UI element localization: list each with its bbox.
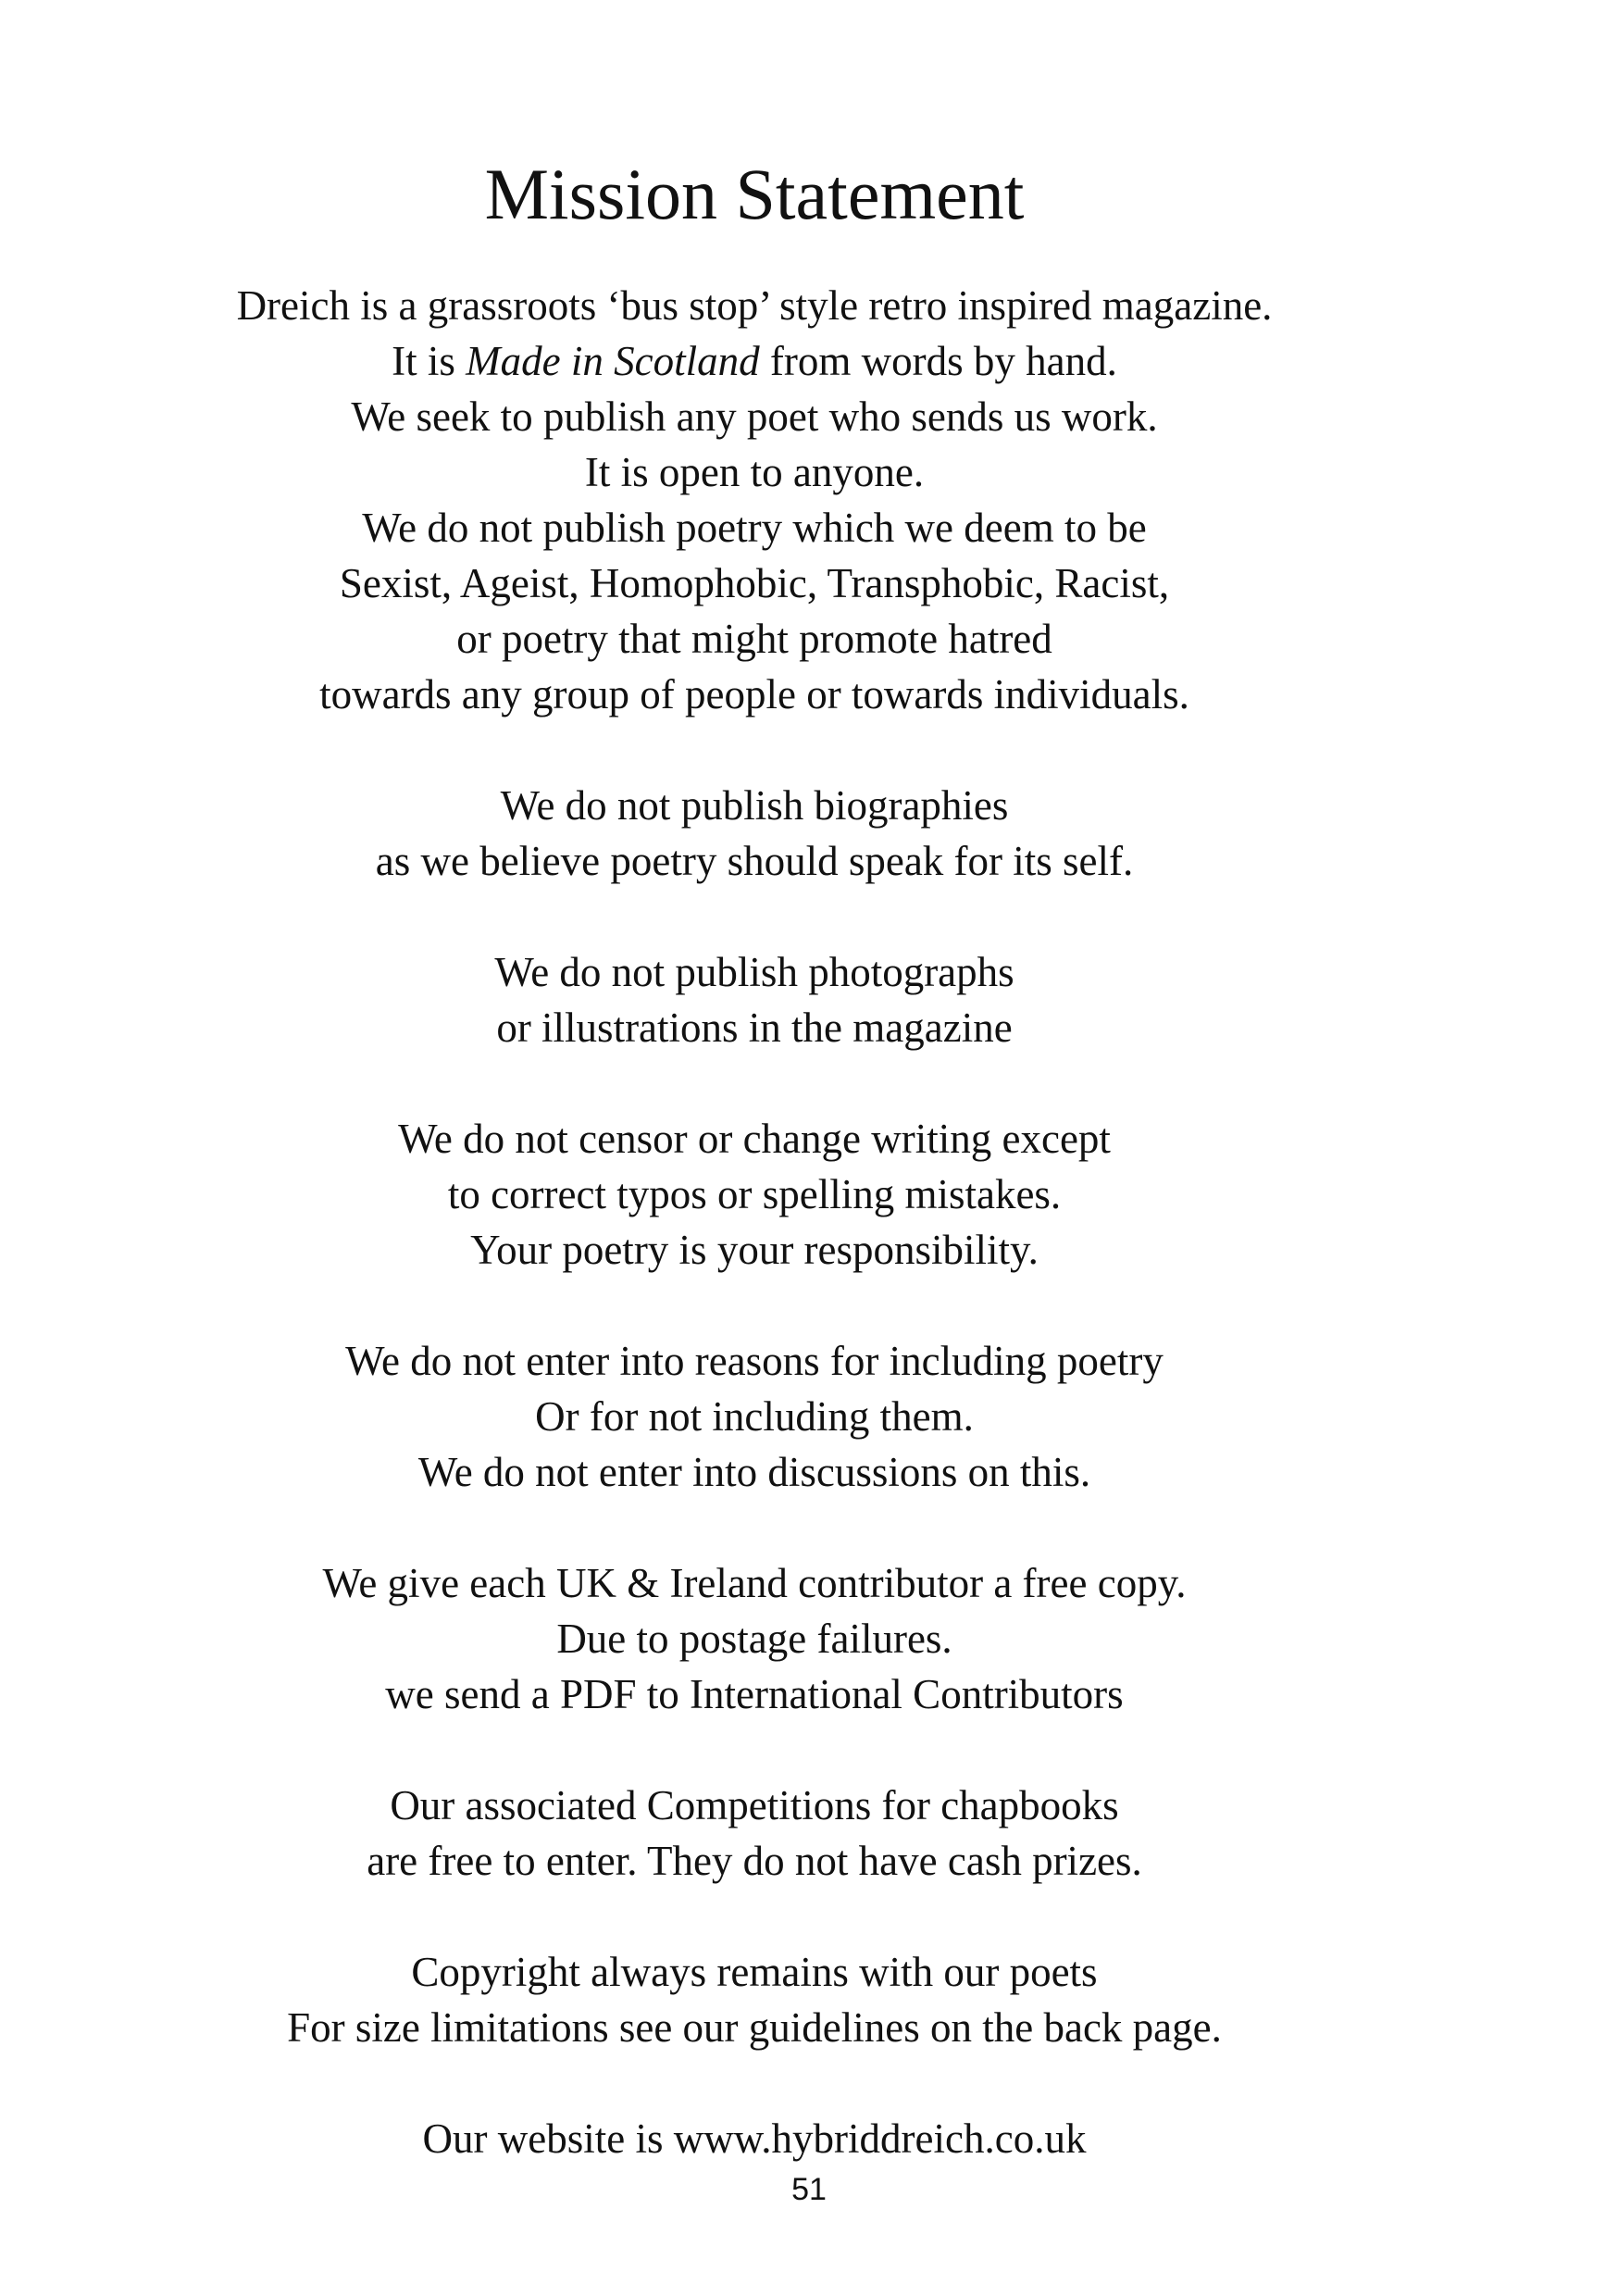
text-segment: It is — [392, 338, 467, 384]
text-line: We do not censor or change writing except — [398, 1116, 1111, 1162]
text-line: Or for not including them. — [535, 1393, 974, 1440]
text-line: or poetry that might promote hatred — [456, 616, 1052, 662]
paragraph-gap — [0, 2055, 1509, 2111]
text-line: we send a PDF to International Contributors — [385, 1671, 1124, 1717]
text-line: Our website is www.hybriddreich.co.uk — [422, 2115, 1087, 2162]
paragraph-gap — [0, 722, 1509, 778]
text-line — [0, 333, 1509, 389]
paragraph-gap — [0, 1278, 1509, 1333]
text-line: We do not publish photographs — [494, 949, 1014, 995]
text-line: We do not publish biographies — [500, 782, 1009, 829]
text-line: to correct typos or spelling mistakes. — [447, 1171, 1062, 1217]
paragraph-gap — [0, 1055, 1509, 1111]
text-segment: from words by hand. — [759, 338, 1117, 384]
text-line: are free to enter. They do not have cash prizes. — [367, 1838, 1142, 1884]
text-line: Your poetry is your responsibility. — [470, 1227, 1039, 1273]
paragraph-gap — [0, 889, 1509, 944]
text-line: towards any group of people or towards individuals. — [319, 671, 1189, 718]
text-line: We do not publish poetry which we deem to be — [362, 505, 1147, 551]
paragraph-gap — [0, 1500, 1509, 1555]
text-line: We give each UK & Ireland contributor a free copy. — [322, 1560, 1187, 1606]
text-line: Dreich is a grassroots ‘bus stop’ style retro inspired magazine. — [236, 282, 1273, 329]
text-line: Our associated Competitions for chapbooks — [390, 1782, 1119, 1828]
text-line: as we believe poetry should speak for its self. — [375, 838, 1134, 884]
paragraph-gap — [0, 1722, 1509, 1778]
text-line: We seek to publish any poet who sends us work. — [351, 393, 1158, 440]
page-number: 51 — [791, 2172, 827, 2207]
text-line: Copyright always remains with our poets — [411, 1949, 1098, 1995]
italic-phrase: Made in Scotland — [466, 338, 760, 384]
text-line: Sexist, Ageist, Homophobic, Transphobic, Racist, — [339, 560, 1170, 606]
text-line: It is open to anyone. — [584, 449, 925, 495]
mission-statement-body — [0, 278, 1509, 2166]
text-line: or illustrations in the magazine — [496, 1004, 1013, 1051]
page-title: Mission Statement — [484, 154, 1025, 234]
text-line: Due to postage failures. — [556, 1616, 952, 1662]
text-line: We do not enter into reasons for including poetry — [345, 1338, 1164, 1384]
paragraph-gap — [0, 1889, 1509, 1944]
text-line: We do not enter into discussions on this. — [417, 1449, 1091, 1495]
text-line: For size limitations see our guidelines on the back page. — [287, 2004, 1222, 2051]
